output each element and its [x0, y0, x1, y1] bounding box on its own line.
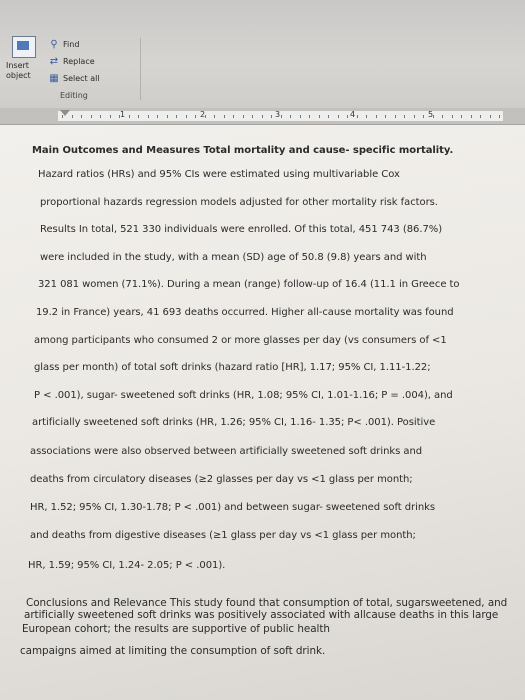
ruler-tick — [414, 115, 415, 118]
ruler-tick — [195, 115, 196, 118]
ruler-tick — [100, 115, 101, 118]
ruler-tick — [461, 115, 462, 118]
editing-group — [48, 36, 138, 87]
ruler-number: 3 — [275, 110, 281, 119]
ruler-number: 5 — [428, 110, 434, 119]
horizontal-ruler[interactable] — [0, 108, 525, 125]
document-line: Hazard ratios (HRs) and 95% CIs were estimated using multivariable Cox — [38, 169, 400, 180]
document-line: 19.2 in France) years, 41 693 deaths occurred. Higher all-cause mortality was found — [36, 307, 454, 318]
ruler-tick — [262, 115, 263, 118]
document-line: European cohort; the results are supportive of public health — [22, 623, 330, 635]
ruler-tick — [480, 115, 481, 118]
ruler-tick — [328, 115, 329, 118]
ruler-tick — [243, 115, 244, 118]
ruler-tick — [300, 115, 301, 118]
ruler-tick — [357, 115, 358, 118]
document-line: and deaths from digestive diseases (≥1 glass per day vs <1 glass per month; — [30, 530, 416, 541]
ruler-tick — [72, 115, 73, 118]
document-line: 321 081 women (71.1%). During a mean (range) follow-up of 16.4 (11.1 in Greece to — [38, 279, 460, 290]
select-all-label: Select all — [63, 74, 100, 83]
document-line: associations were also observed between artificially sweetened soft drinks and — [30, 446, 423, 457]
ruler-tick — [319, 115, 320, 118]
ruler-tick — [395, 115, 396, 118]
ruler-tick — [148, 115, 149, 118]
find-button[interactable] — [48, 36, 138, 53]
document-line: deaths from circulatory diseases (≥2 glasses per day vs <1 glass per month; — [30, 474, 413, 485]
ruler-tick — [499, 115, 500, 118]
ruler-tick — [91, 115, 92, 118]
editing-group-label: Editing — [60, 91, 88, 100]
ruler-tick — [110, 115, 111, 118]
heading-main-outcomes: Main Outcomes and Measures Total mortality and cause- specific mortality. — [32, 145, 454, 156]
ribbon — [0, 0, 525, 109]
ruler-tick — [214, 115, 215, 118]
ruler-tick — [385, 115, 386, 118]
ruler-tick — [452, 115, 453, 118]
ribbon-separator — [140, 38, 141, 100]
ruler-number: 2 — [200, 110, 206, 119]
select-all-icon: ▦ — [49, 72, 59, 84]
ruler-tick — [138, 115, 139, 118]
ruler-tick — [423, 115, 424, 118]
ruler-tick — [471, 115, 472, 118]
insert-object-icon — [12, 36, 36, 58]
document-line: artificially sweetened soft drinks was positively associated with allcause deaths in this large — [24, 609, 499, 621]
document-line: glass per month) of total soft drinks (hazard ratio [HR], 1.17; 95% CI, 1.11-1.22; — [34, 362, 431, 373]
document-page[interactable] — [0, 125, 525, 700]
replace-icon: ⇄ — [49, 55, 59, 67]
binoculars-icon: ⚲ — [50, 38, 58, 50]
ruler-tick — [157, 115, 158, 118]
replace-label: Replace — [63, 57, 95, 66]
indent-marker[interactable] — [60, 110, 70, 116]
ruler-tick — [281, 115, 282, 118]
ruler-tick — [224, 115, 225, 118]
select-all-button[interactable] — [48, 70, 138, 87]
document-line: among participants who consumed 2 or more glasses per day (vs consumers of <1 — [34, 335, 447, 346]
document-line: proportional hazards regression models adjusted for other mortality risk factors. — [40, 197, 438, 208]
document-line: Conclusions and Relevance This study found that consumption of total, sugarsweetened, and — [26, 597, 508, 609]
ruler-tick — [404, 115, 405, 118]
ruler-tick — [366, 115, 367, 118]
document-line: artificially sweetened soft drinks (HR, 1.26; 95% CI, 1.16- 1.35; P< .001). Positive — [32, 417, 436, 428]
ruler-tick — [81, 115, 82, 118]
ruler-tick — [338, 115, 339, 118]
document-line: P < .001), sugar- sweetened soft drinks (HR, 1.08; 95% CI, 1.01-1.16; P = .004), and — [34, 390, 453, 401]
ruler-tick — [347, 115, 348, 118]
ruler-tick — [271, 115, 272, 118]
ruler-tick — [490, 115, 491, 118]
ruler-tick — [186, 115, 187, 118]
insert-object-label: Insert object — [6, 61, 31, 80]
ruler-tick — [233, 115, 234, 118]
ruler-tick — [442, 115, 443, 118]
document-line: Results In total, 521 330 individuals were enrolled. Of this total, 451 743 (86.7%) — [40, 224, 443, 235]
ruler-tick — [167, 115, 168, 118]
ruler-tick — [176, 115, 177, 118]
ruler-tick — [376, 115, 377, 118]
ruler-number: 4 — [350, 110, 356, 119]
document-line: HR, 1.52; 95% CI, 1.30-1.78; P < .001) and between sugar- sweetened soft drinks — [30, 502, 436, 513]
ruler-tick — [129, 115, 130, 118]
document-line: campaigns aimed at limiting the consumption of soft drink. — [20, 645, 326, 657]
document-line: were included in the study, with a mean (SD) age of 50.8 (9.8) years and with — [40, 252, 427, 263]
ruler-number: 1 — [120, 110, 126, 119]
ruler-tick — [309, 115, 310, 118]
ruler-tick — [252, 115, 253, 118]
ruler-tick — [290, 115, 291, 118]
replace-button[interactable] — [48, 53, 138, 70]
insert-object-button[interactable] — [2, 36, 42, 90]
document-line: HR, 1.59; 95% CI, 1.24- 2.05; P < .001). — [28, 560, 226, 571]
find-label: Find — [63, 40, 80, 49]
